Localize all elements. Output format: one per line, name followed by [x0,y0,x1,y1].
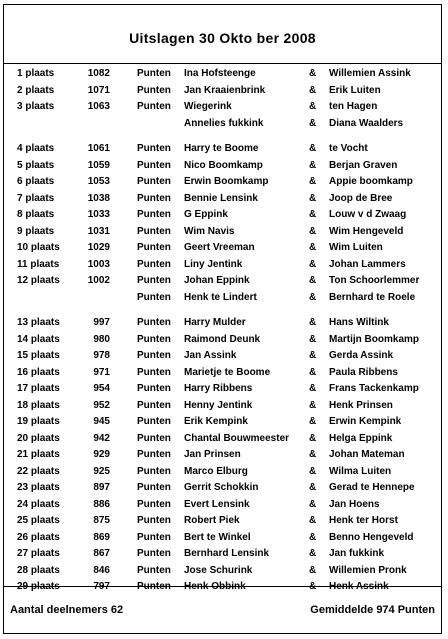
player-name-1: Henk Obbink [184,581,246,592]
ampersand: & [309,176,317,187]
result-row [4,98,441,115]
player-name-1: Henny Jentink [184,399,253,411]
player-name-1: Raimond Deunk [184,333,261,345]
player-name-1: Robert Piek [184,515,240,526]
result-row [4,314,441,331]
player-name-2: Jan fukkink [329,548,385,559]
player-name-1: Liny Jentink [184,258,243,270]
score-value: 980 [93,333,110,345]
points-label: Punten [137,275,171,286]
player-name-1: Nico Boomkamp [184,159,263,171]
score-value: 978 [93,350,110,361]
ampersand: & [309,531,317,543]
player-name-1: Chantal Bouwmeester [184,432,290,444]
player-name-1: Marco Elburg [184,465,248,477]
place-label: 3 plaats [17,101,55,112]
player-name-1: Erik Kempink [184,416,248,427]
ampersand: & [309,225,317,237]
ampersand: & [309,242,317,253]
player-name-1: Geert Vreeman [184,242,255,253]
ampersand: & [309,564,317,576]
score-value: 1053 [87,176,110,187]
ampersand: & [309,416,317,427]
player-name-2: Bernhard te Roele [329,291,416,303]
place-label: 25 plaats [17,515,60,526]
result-row [4,140,441,157]
points-label: Punten [137,84,171,96]
player-name-2: Helga Eppink [329,432,393,444]
results-sheet [3,4,442,634]
ampersand: & [309,383,317,394]
score-value: 1038 [87,192,110,204]
score-value: 1082 [87,68,110,79]
place-label: 24 plaats [17,498,60,510]
score-value: 869 [93,531,110,543]
player-name-1: Wiegerink [184,101,232,112]
player-name-2: Henk Assink [329,581,389,592]
participants-count: Aantal deelnemers 62 [10,604,124,616]
score-value: 952 [93,399,110,411]
place-label: 8 plaats [17,209,55,220]
score-value: 942 [93,432,110,444]
player-name-1: Harry te Boome [184,143,259,154]
ampersand: & [309,117,317,129]
result-row [4,190,441,207]
result-row [4,413,441,430]
player-name-2: Wilma Luiten [329,465,392,477]
place-label: 18 plaats [17,399,60,411]
points-label: Punten [137,159,171,171]
ampersand: & [309,68,317,79]
results-list [4,65,441,595]
player-name-1: Erwin Boomkamp [184,176,269,187]
result-row [4,82,441,99]
place-label: 4 plaats [17,143,55,154]
player-name-2: Hans Wiltink [329,317,389,328]
ampersand: & [309,143,317,154]
score-value: 846 [93,564,110,576]
player-name-1: Johan Eppink [184,275,250,286]
player-name-2: Joop de Bree [329,192,393,204]
player-name-2: ten Hagen [329,101,378,112]
score-value: 1063 [87,101,110,112]
result-row [4,397,441,414]
result-row [4,173,441,190]
player-name-1: Henk te Lindert [184,291,257,303]
player-name-2: Berjan Graven [329,159,398,171]
ampersand: & [309,192,317,204]
player-name-2: Gerad te Hennepe [329,482,415,493]
score-value: 954 [93,383,110,394]
score-value: 886 [93,498,110,510]
player-name-2: Martijn Boomkamp [329,333,420,345]
result-row [4,289,441,306]
player-name-2: Johan Lammers [329,258,406,270]
result-row [4,380,441,397]
player-name-2: Louw v d Zwaag [329,209,407,220]
player-name-2: Erwin Kempink [329,416,402,427]
result-row [4,347,441,364]
ampersand: & [309,209,317,220]
result-row [4,479,441,496]
title-box [4,5,441,64]
points-label: Punten [137,366,171,378]
player-name-2: Henk Prinsen [329,399,393,411]
ampersand: & [309,515,317,526]
result-row [4,65,441,82]
score-value: 1033 [87,209,110,220]
points-label: Punten [137,68,171,79]
score-value: 1071 [87,84,110,96]
footer-box [4,586,441,633]
player-name-2: Benno Hengeveld [329,531,414,543]
score-value: 867 [93,548,110,559]
player-name-1: Bennie Lensink [184,192,258,204]
points-label: Punten [137,531,171,543]
player-name-2: Erik Luiten [329,84,381,96]
place-label: 12 plaats [17,275,60,286]
points-label: Punten [137,225,171,237]
result-row [4,562,441,579]
place-label: 29 plaats [17,581,60,592]
result-row [4,115,441,132]
points-label: Punten [137,291,171,303]
result-row [4,223,441,240]
result-row [4,206,441,223]
result-row [4,364,441,381]
player-name-1: Bernhard Lensink [184,548,270,559]
place-label: 9 plaats [17,225,55,237]
points-label: Punten [137,209,171,220]
player-name-2: Willemien Pronk [329,564,407,576]
player-name-1: Ina Hofsteenge [184,68,256,79]
place-label: 10 plaats [17,242,60,253]
result-row [4,430,441,447]
ampersand: & [309,432,317,444]
ampersand: & [309,581,317,592]
result-row [4,272,441,289]
place-label: 5 plaats [17,159,55,171]
score-value: 945 [93,416,110,427]
score-value: 929 [93,449,110,460]
points-label: Punten [137,515,171,526]
player-name-2: Gerda Assink [329,350,394,361]
player-name-1: Jan Kraaienbrink [184,84,266,96]
player-name-1: Evert Lensink [184,498,250,510]
player-name-2: Wim Hengeveld [329,225,404,237]
place-label: 28 plaats [17,564,60,576]
player-name-2: Willemien Assink [329,68,411,79]
points-label: Punten [137,548,171,559]
place-label: 27 plaats [17,548,60,559]
place-label: 16 plaats [17,366,60,378]
player-name-2: Frans Tackenkamp [329,383,419,394]
place-label: 6 plaats [17,176,55,187]
place-label: 1 plaats [17,68,55,79]
points-label: Punten [137,350,171,361]
score-value: 971 [93,366,110,378]
player-name-2: Wim Luiten [329,242,383,253]
points-label: Punten [137,564,171,576]
result-row [4,239,441,256]
result-row [4,512,441,529]
score-value: 997 [93,317,110,328]
ampersand: & [309,449,317,460]
points-label: Punten [137,416,171,427]
ampersand: & [309,258,317,270]
score-value: 875 [93,515,110,526]
points-label: Punten [137,317,171,328]
player-name-2: Johan Mateman [329,449,405,460]
ampersand: & [309,498,317,510]
ampersand: & [309,275,317,286]
page-title: Uitslagen 30 Okto ber 2008 [129,30,316,46]
score-value: 1003 [87,258,110,270]
ampersand: & [309,101,317,112]
points-label: Punten [137,498,171,510]
place-label: 20 plaats [17,432,60,444]
points-label: Punten [137,101,171,112]
ampersand: & [309,548,317,559]
player-name-2: Diana Waalders [329,117,404,129]
ampersand: & [309,159,317,171]
result-row [4,446,441,463]
score-value: 1059 [87,159,110,171]
player-name-1: Harry Mulder [184,317,246,328]
place-label: 19 plaats [17,416,60,427]
ampersand: & [309,291,317,303]
place-label: 23 plaats [17,482,60,493]
score-value: 797 [93,581,110,592]
player-name-1: G Eppink [184,209,228,220]
ampersand: & [309,482,317,493]
result-row [4,496,441,513]
player-name-1: Wim Navis [184,225,235,237]
points-label: Punten [137,143,171,154]
result-row [4,256,441,273]
result-row [4,463,441,480]
place-label: 17 plaats [17,383,60,394]
place-label: 26 plaats [17,531,60,543]
player-name-2: Jan Hoens [329,498,380,510]
place-label: 2 plaats [17,84,55,96]
player-name-2: te Vocht [329,143,368,154]
score-value: 925 [93,465,110,477]
player-name-1: Bert te Winkel [184,531,251,543]
ampersand: & [309,350,317,361]
score-value: 1002 [87,275,110,286]
player-name-1: Harry Ribbens [184,383,253,394]
ampersand: & [309,399,317,411]
points-label: Punten [137,399,171,411]
player-name-1: Jose Schurink [184,564,253,576]
score-value: 1031 [87,225,110,237]
player-name-1: Gerrit Schokkin [184,482,259,493]
place-label: 15 plaats [17,350,60,361]
place-label: 13 plaats [17,317,60,328]
points-label: Punten [137,383,171,394]
score-value: 897 [93,482,110,493]
player-name-2: Paula Ribbens [329,366,398,378]
ampersand: & [309,84,317,96]
place-label: 14 plaats [17,333,60,345]
points-label: Punten [137,258,171,270]
player-name-1: Jan Assink [184,350,237,361]
points-label: Punten [137,482,171,493]
points-label: Punten [137,581,171,592]
player-name-1: Jan Prinsen [184,449,241,460]
points-label: Punten [137,449,171,460]
player-name-2: Ton Schoorlemmer [329,275,420,286]
result-row [4,529,441,546]
ampersand: & [309,465,317,477]
player-name-2: Appie boomkamp [329,176,413,187]
player-name-2: Henk ter Horst [329,515,398,526]
points-label: Punten [137,192,171,204]
points-label: Punten [137,432,171,444]
points-label: Punten [137,333,171,345]
points-label: Punten [137,465,171,477]
result-row [4,157,441,174]
ampersand: & [309,366,317,378]
result-row [4,545,441,562]
average-score: Gemiddelde 974 Punten [310,604,435,616]
place-label: 7 plaats [17,192,55,204]
points-label: Punten [137,242,171,253]
score-value: 1061 [87,143,110,154]
ampersand: & [309,333,317,345]
ampersand: & [309,317,317,328]
player-name-1: Marietje te Boome [184,366,271,378]
place-label: 22 plaats [17,465,60,477]
result-row [4,331,441,348]
points-label: Punten [137,176,171,187]
place-label: 21 plaats [17,449,60,460]
player-name-1: Annelies fukkink [184,117,264,129]
score-value: 1029 [87,242,110,253]
place-label: 11 plaats [17,258,60,270]
